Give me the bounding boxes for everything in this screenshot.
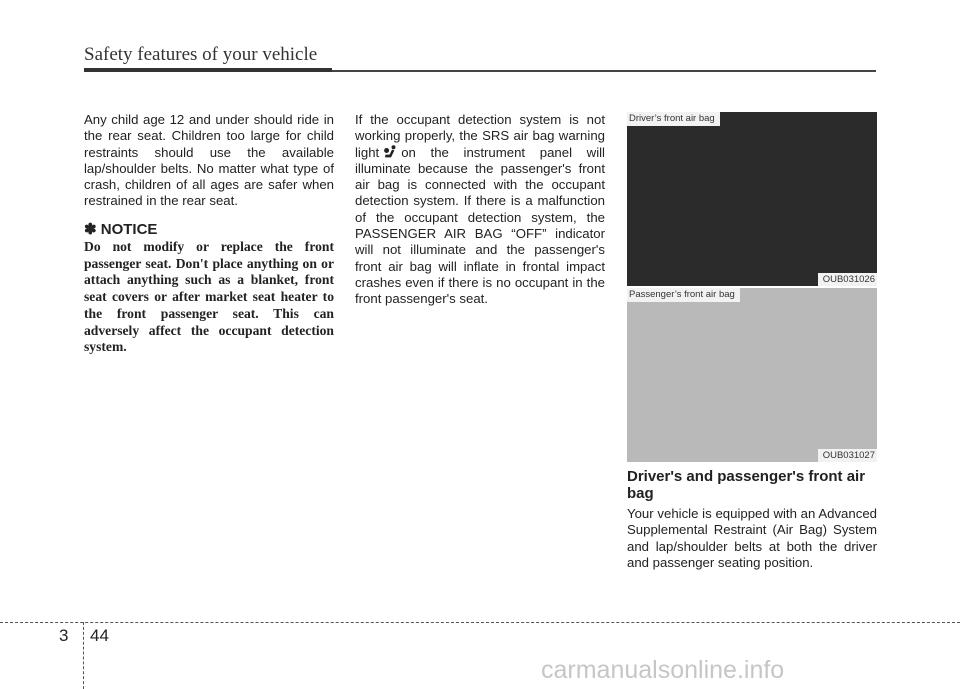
child-seating-paragraph: Any child age 12 and under should ride in the rear seat. Children too large for child restraints should use the available lap/shoulder belts. No matter what type of crash, children of all ages are safer when restrained in the rear seat. xyxy=(84,112,334,209)
figure-code: OUB031026 xyxy=(818,273,877,286)
notice-heading: ✽ NOTICE xyxy=(84,221,158,238)
paragraph-text-start: If the occupant detection system is not working properly, the SRS air bag warning light xyxy=(355,112,605,160)
header-rule xyxy=(84,70,876,72)
chapter-number: 3 xyxy=(59,626,69,645)
figure-caption: Passenger’s front air bag xyxy=(627,288,740,302)
passenger-airbag-photo xyxy=(627,288,877,462)
driver-airbag-photo xyxy=(627,112,877,286)
figure-code: OUB031027 xyxy=(818,449,877,462)
figure-caption: Driver’s front air bag xyxy=(627,112,720,126)
page-header-title: Safety features of your vehicle xyxy=(84,44,318,65)
notice-body: Do not modify or replace the front passenger seat. Don't place anything on or attach anything such as a blanket, front seat covers or after market seat heater to the front passenger seat. This can adversely affect the occupant detection system. xyxy=(84,239,334,355)
watermark: carmanualsonline.info xyxy=(541,656,785,684)
airbag-warning-icon xyxy=(382,145,398,159)
section-heading: Driver's and passenger's front air bag xyxy=(627,468,866,502)
occupant-detection-paragraph xyxy=(355,112,605,308)
footer-divider xyxy=(83,622,84,689)
paragraph-text-end: on the instrument panel will illuminate because the passenger's front air bag is connected with the occupant detection system. If there is a malfunction of the occupant detection system, the PASSENGER AIR BAG “OFF” indicator will not illuminate and the passenger's front air bag will inflate in frontal impact crashes even if there is no occupant in the front passenger's seat. xyxy=(355,144,605,307)
page-number: 44 xyxy=(90,626,109,645)
section-body: Your vehicle is equipped with an Advanced Supplemental Restraint (Air Bag) System and lap/shoulder belts at both the driver and passenger seating position. xyxy=(627,506,877,570)
footer-rule xyxy=(0,622,960,623)
